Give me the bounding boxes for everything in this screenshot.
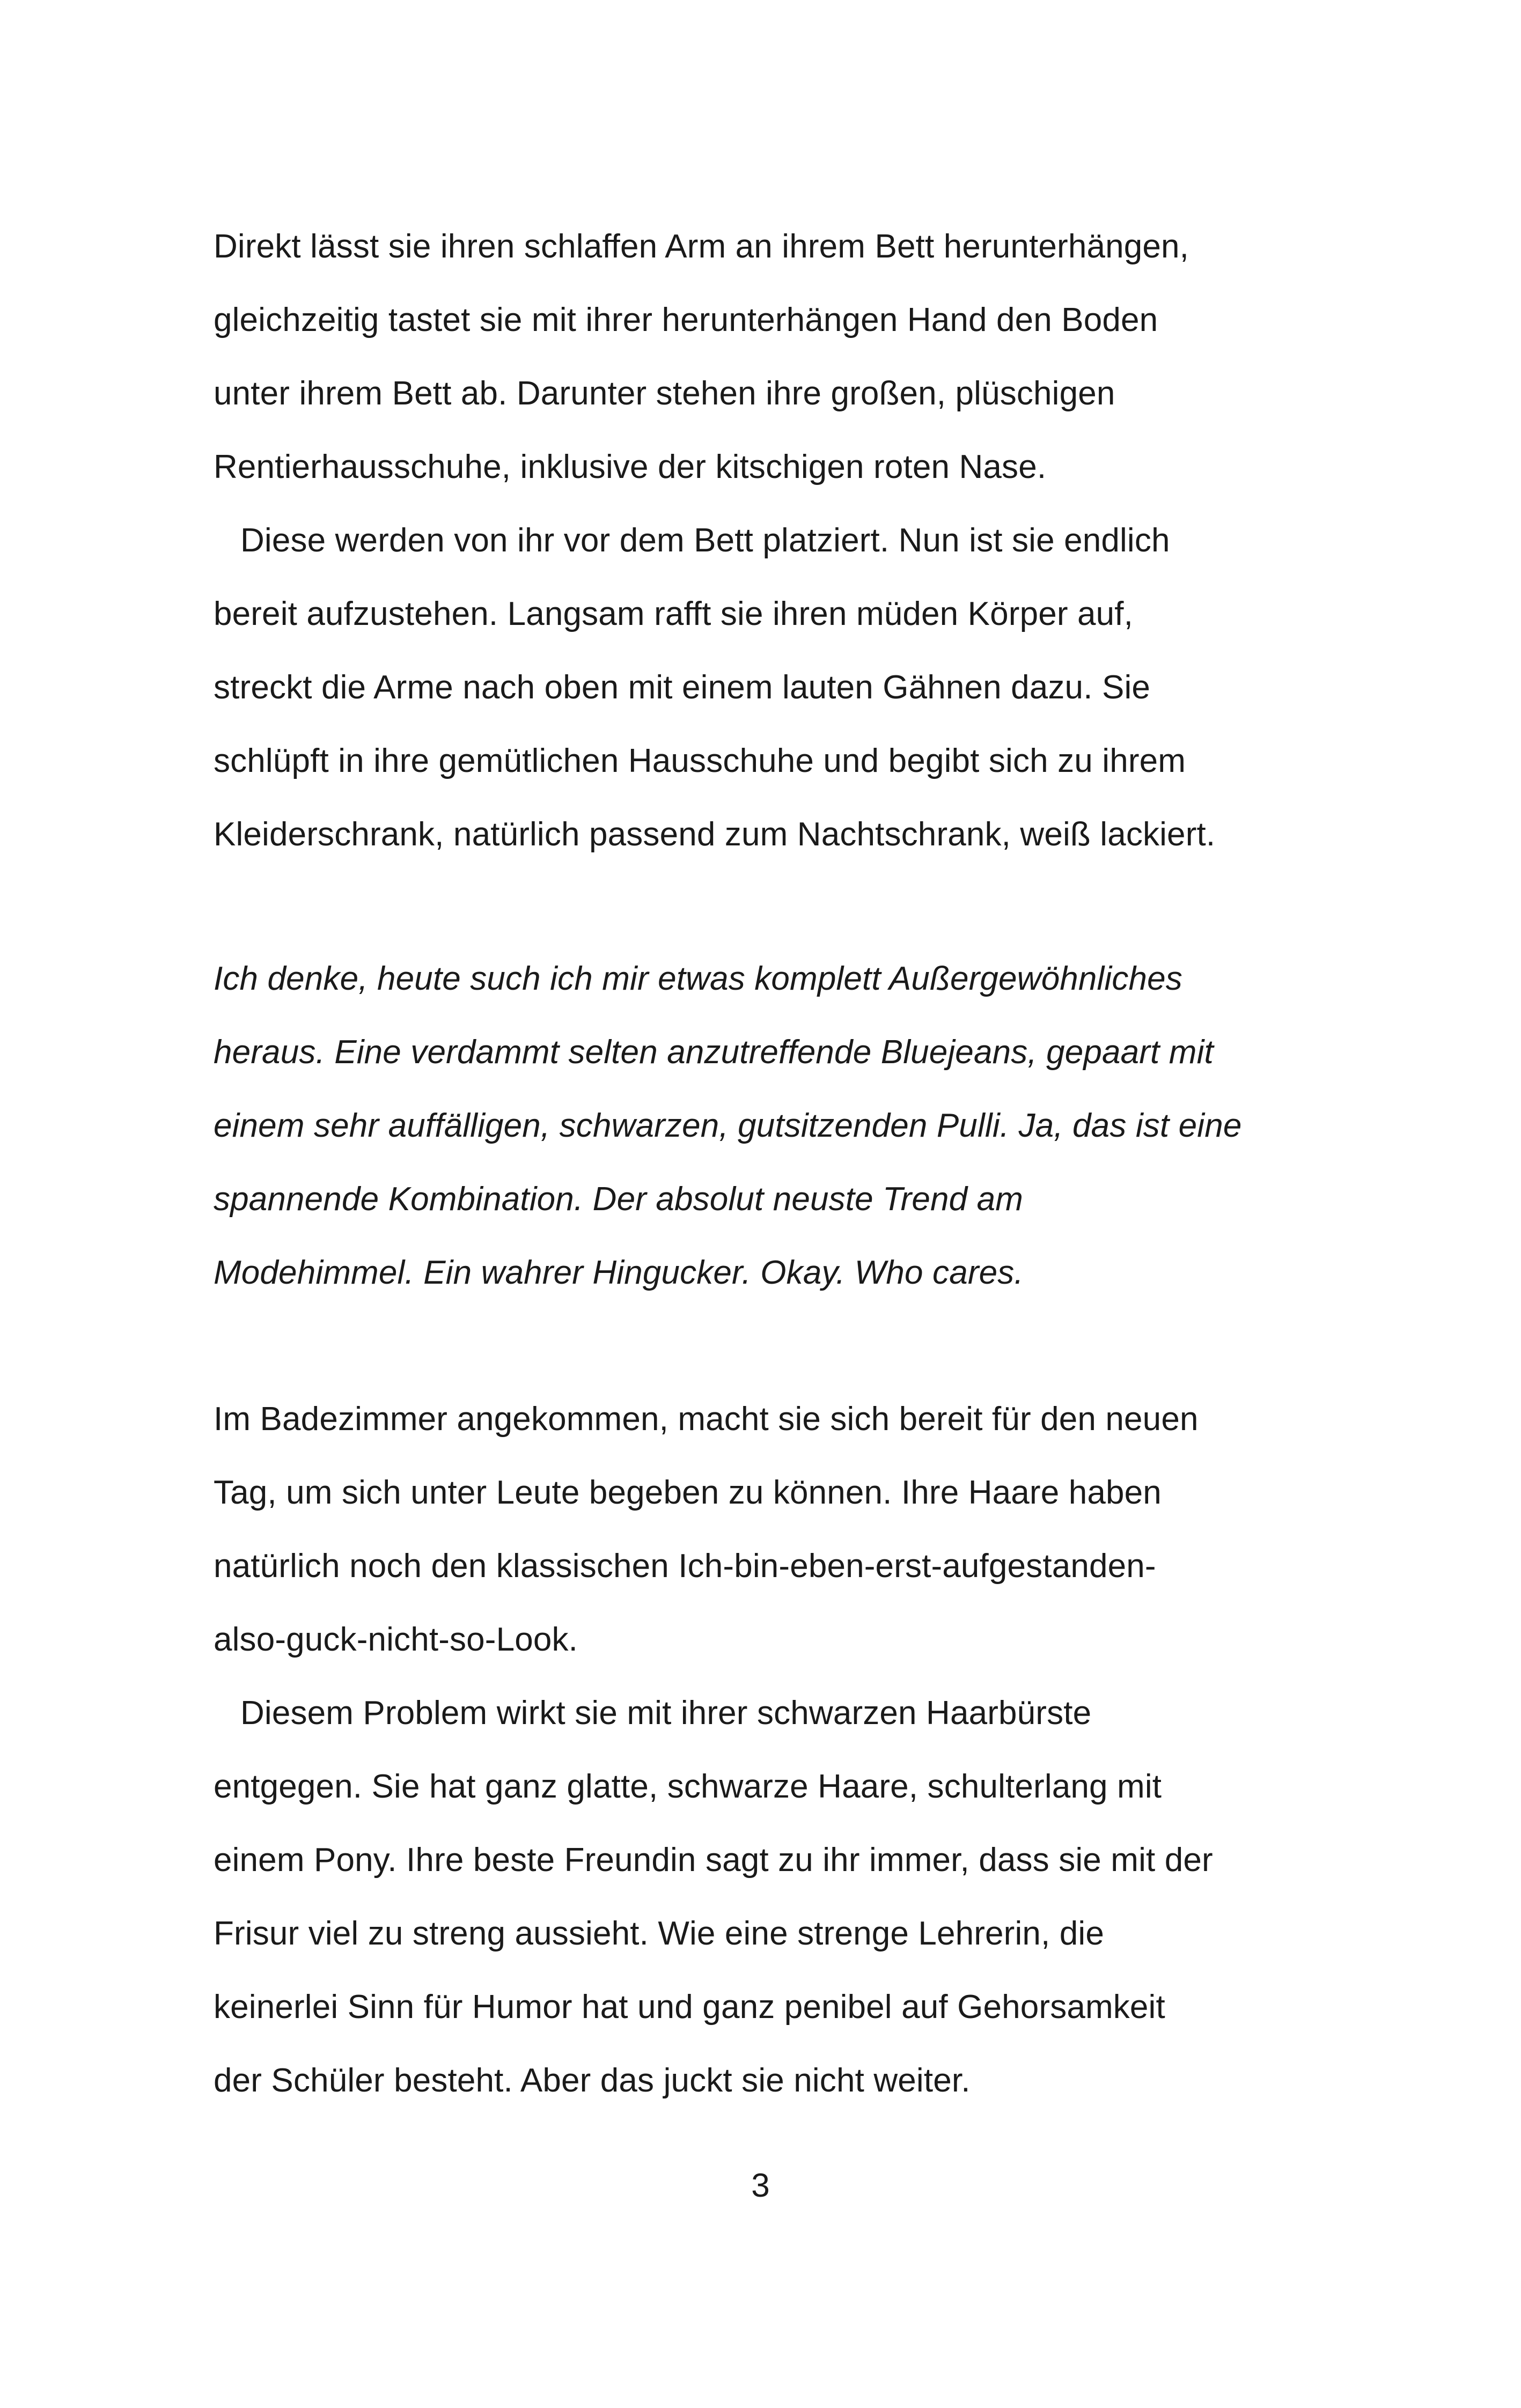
text-line: einem Pony. Ihre beste Freundin sagt zu ihr immer, dass sie mit der: [214, 1842, 1213, 1879]
text-line: schlüpft in ihre gemütlichen Hausschuhe und begibt sich zu ihrem: [214, 742, 1186, 779]
text-line: Frisur viel zu streng aussieht. Wie eine strenge Lehrerin, die: [214, 1915, 1104, 1952]
text-line: Modehimmel. Ein wahrer Hingucker. Okay. Who cares.: [214, 1254, 1024, 1291]
text-line: also-guck-nicht-so-Look.: [214, 1621, 578, 1658]
text-line: Diesem Problem wirkt sie mit ihrer schwarzen Haarbürste: [240, 1695, 1092, 1732]
text-line: Tag, um sich unter Leute begeben zu können. Ihre Haare haben: [214, 1474, 1162, 1511]
text-line: unter ihrem Bett ab. Darunter stehen ihre großen, plüschigen: [214, 375, 1115, 412]
text-line: Diese werden von ihr vor dem Bett platziert. Nun ist sie endlich: [240, 522, 1170, 559]
text-line: spannende Kombination. Der absolut neuste Trend am: [214, 1181, 1024, 1218]
text-line: Kleiderschrank, natürlich passend zum Nachtschrank, weiß lackiert.: [214, 816, 1216, 853]
text-line: bereit aufzustehen. Langsam rafft sie ihren müden Körper auf,: [214, 595, 1134, 632]
text-line: heraus. Eine verdammt selten anzutreffende Bluejeans, gepaart mit: [214, 1034, 1214, 1071]
text-line: Rentierhausschuhe, inklusive der kitschigen roten Nase.: [214, 448, 1047, 485]
text-line: Ich denke, heute such ich mir etwas komplett Außergewöhnliches: [214, 960, 1182, 997]
text-line: streckt die Arme nach oben mit einem lauten Gähnen dazu. Sie: [214, 669, 1150, 706]
page-number: 3: [751, 2167, 770, 2204]
text-line: keinerlei Sinn für Humor hat und ganz penibel auf Gehorsamkeit: [214, 1989, 1165, 2026]
text-line: gleichzeitig tastet sie mit ihrer herunterhängen Hand den Boden: [214, 301, 1158, 338]
text-line: natürlich noch den klassischen Ich-bin-eben-erst-aufgestanden-: [214, 1548, 1156, 1585]
text-line: einem sehr auffälligen, schwarzen, gutsitzenden Pulli. Ja, das ist eine: [214, 1107, 1242, 1144]
text-line: der Schüler besteht. Aber das juckt sie nicht weiter.: [214, 2062, 971, 2099]
text-line: entgegen. Sie hat ganz glatte, schwarze Haare, schulterlang mit: [214, 1768, 1162, 1805]
text-line: Im Badezimmer angekommen, macht sie sich bereit für den neuen: [214, 1401, 1199, 1438]
text-line: Direkt lässt sie ihren schlaffen Arm an ihrem Bett herunterhängen,: [214, 228, 1189, 265]
